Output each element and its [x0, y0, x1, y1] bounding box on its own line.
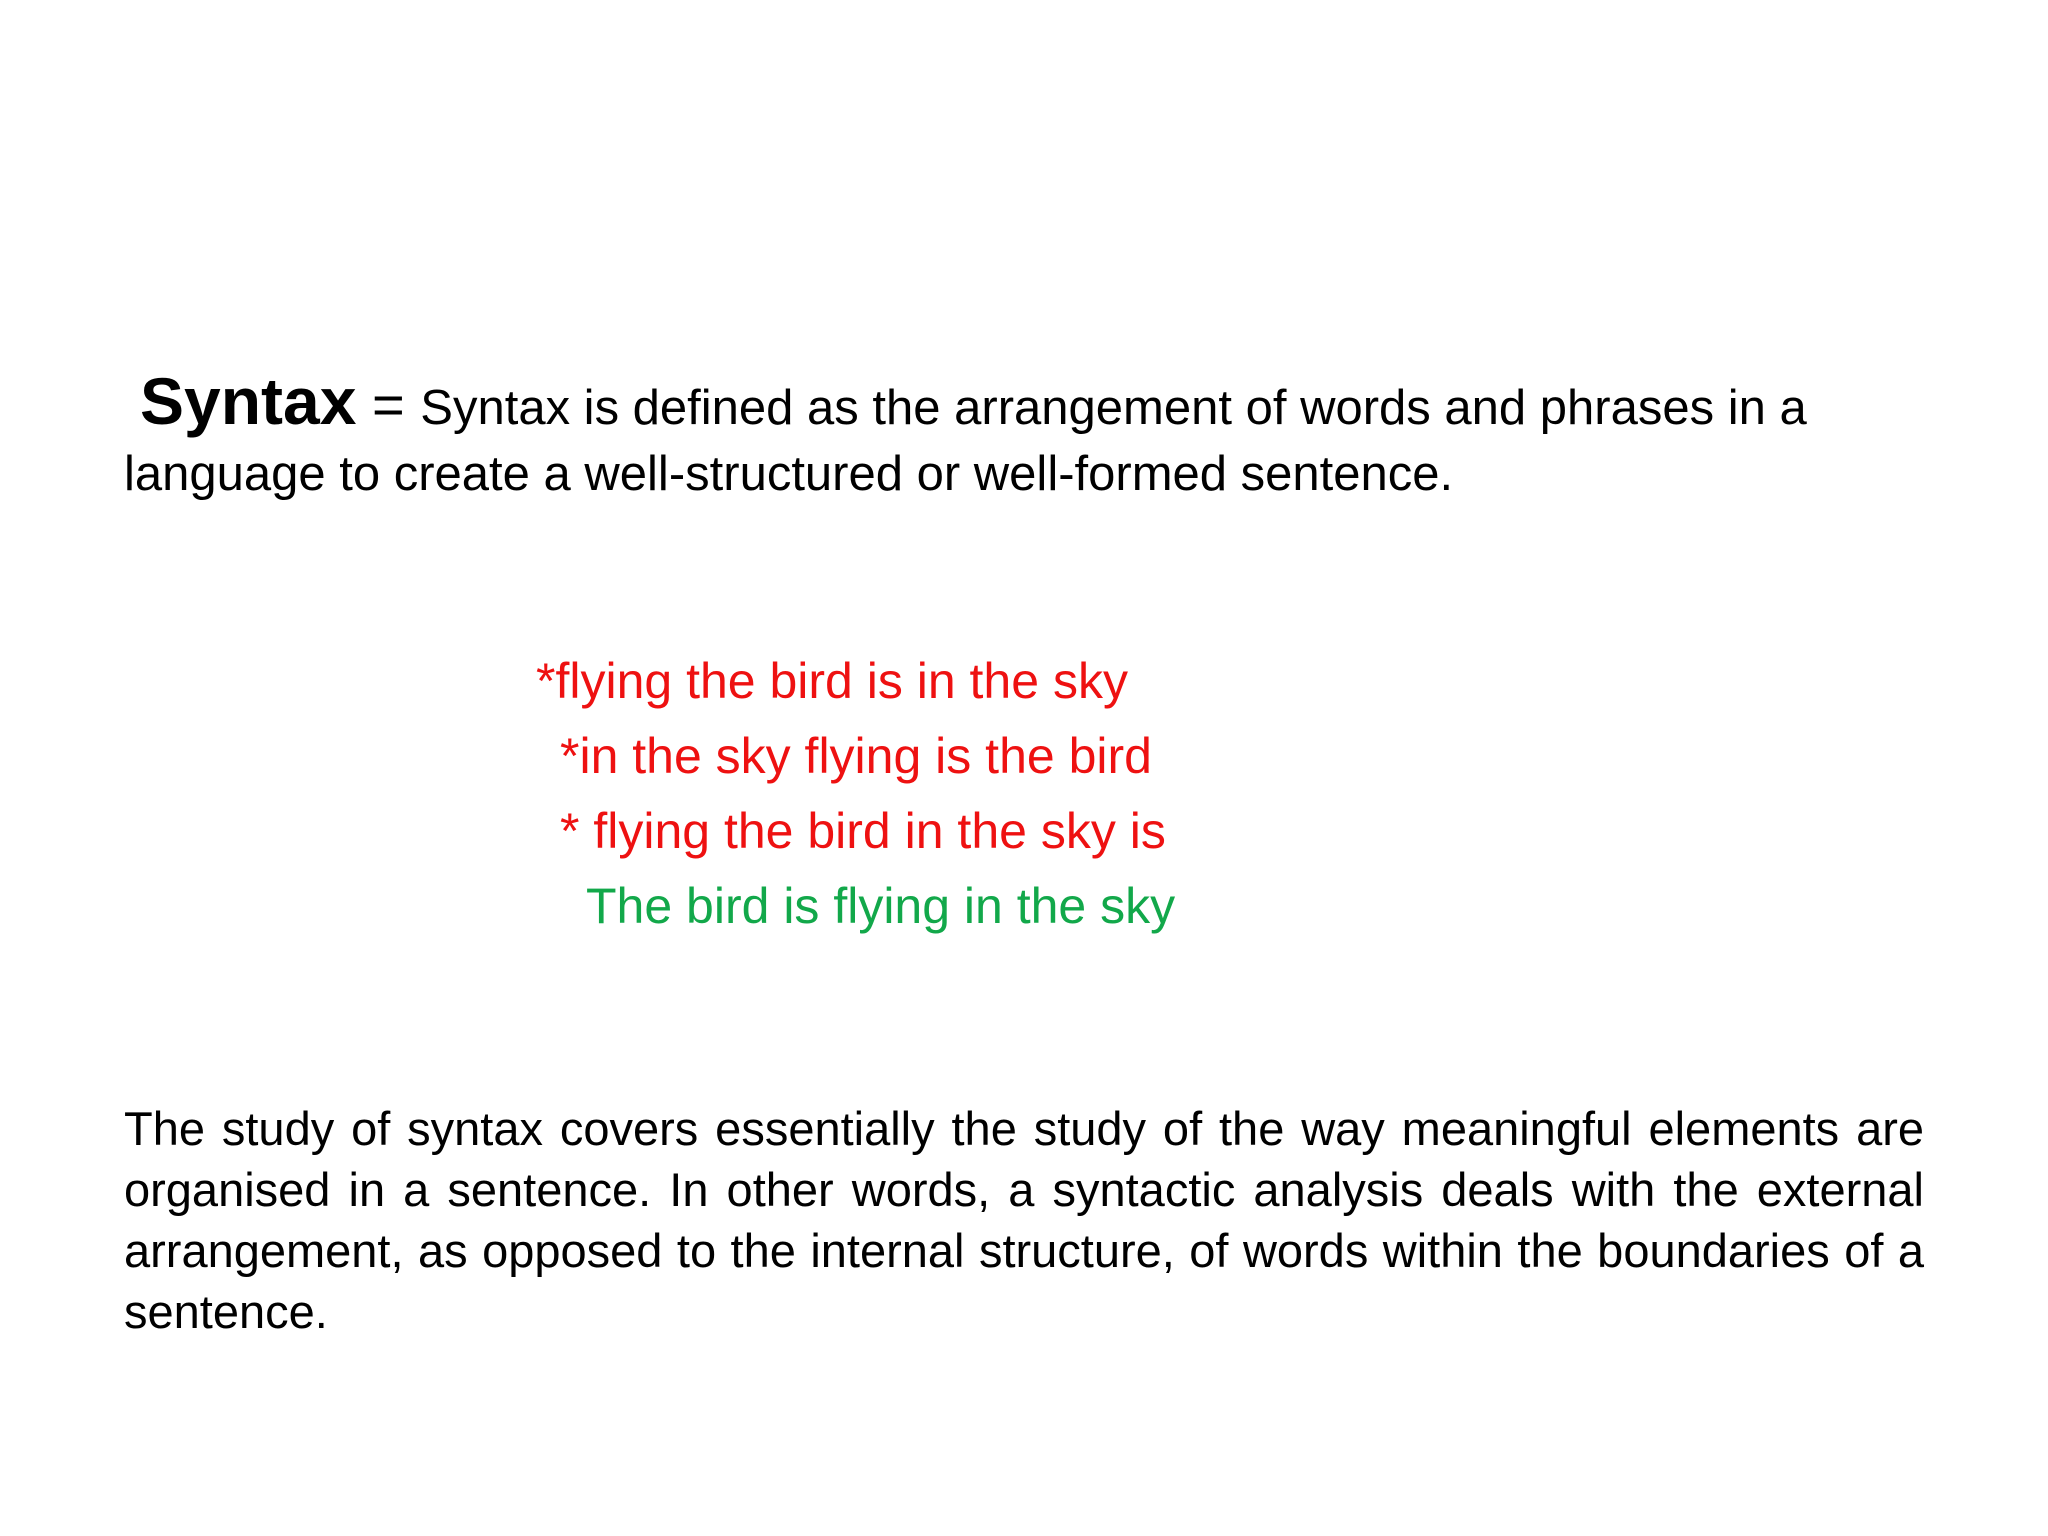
- example-sentence-ungrammatical: * flying the bird in the sky is: [560, 803, 1166, 859]
- example-sentence-grammatical: The bird is flying in the sky: [586, 878, 1176, 934]
- syntax-study-paragraph: The study of syntax covers essentially the study of the way meaningful elements are organised in a sentence. In other words, a syntactic analysis deals with the external arrangement, as opposed to the internal structure, of words within the boundaries of a sentence.: [124, 1102, 1924, 1338]
- example-sentences-list: [530, 644, 1290, 944]
- definition-equals: =: [356, 373, 421, 436]
- example-sentence-ungrammatical: *in the sky flying is the bird: [560, 728, 1152, 784]
- example-sentence-ungrammatical: *flying the bird is in the sky: [536, 653, 1128, 709]
- definition-paragraph: [124, 364, 1954, 507]
- definition-term: Syntax: [140, 364, 357, 438]
- definition-text: Syntax is defined as the arrangement of words and phrases in a language to create a well-structured or well-formed sentence.: [124, 381, 1807, 501]
